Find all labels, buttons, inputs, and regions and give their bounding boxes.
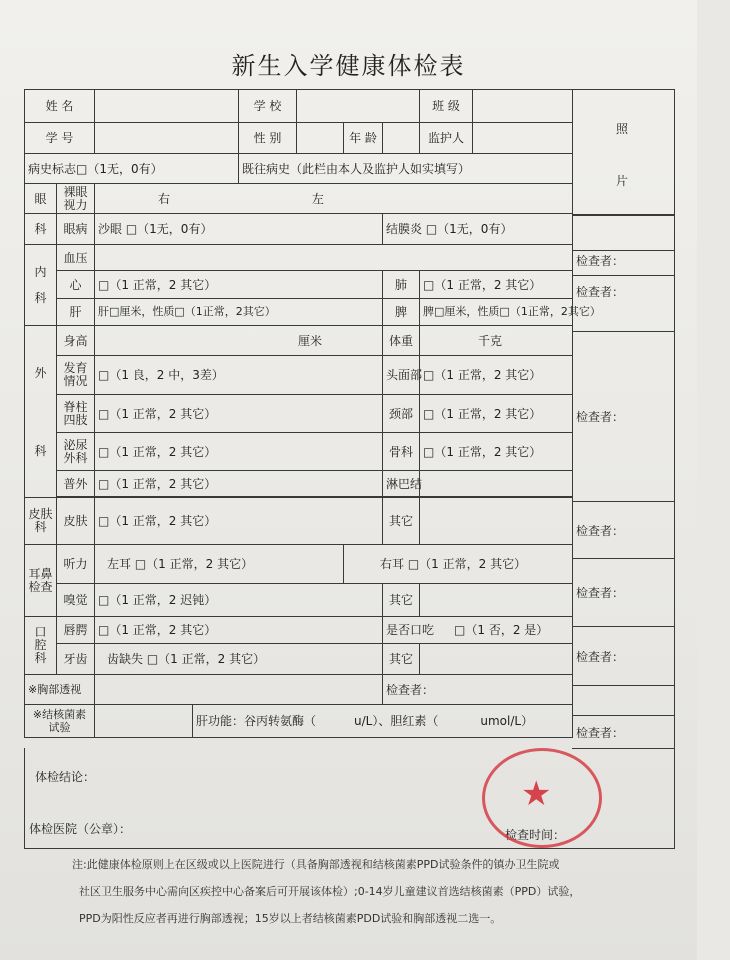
bone-option[interactable]: □（1 正常，2 其它） (420, 433, 573, 471)
note-line-3: PPD为阳性反应者再进行胸部透视；15岁以上者结核菌素PDD试验和胸部透视二选一。 (79, 912, 502, 925)
urology-option[interactable]: □（1 正常，2 其它） (95, 433, 383, 471)
teeth-option[interactable]: 齿缺失 □（1 正常，2 其它） (95, 644, 383, 675)
label-hospital: 体检医院（公章）： (29, 822, 132, 836)
label-bp: 血压 (57, 245, 95, 271)
age-field[interactable] (383, 123, 420, 154)
star-icon: ★ (521, 774, 552, 814)
label-lips: 唇腭 (57, 617, 95, 644)
label-lung: 肺 (383, 271, 420, 299)
label-gender: 性 别 (239, 123, 297, 154)
vision-left: 左 (311, 191, 324, 206)
name-field[interactable] (95, 90, 239, 123)
weight-field[interactable]: 千克 (420, 326, 573, 356)
vision-field[interactable] (95, 184, 573, 214)
label-vision: 裸眼视力 (57, 184, 95, 214)
label-general: 普外 (57, 471, 95, 497)
bp-field[interactable] (95, 245, 573, 271)
label-school: 学 校 (239, 90, 297, 123)
stutter-option[interactable]: 是否口吃 □（1 否，2 是） (383, 617, 573, 644)
ent-examiner: 检查者： (572, 558, 675, 627)
label-class: 班 级 (420, 90, 473, 123)
label-smell: 嗅觉 (57, 584, 95, 617)
label-head: 头面部 (383, 356, 420, 395)
photo-box: 照 片 (572, 89, 675, 215)
tb-field[interactable] (95, 705, 193, 738)
note-line-2: 社区卫生服务中心需向区疾控中心备案后可开展该体检）;0-14岁儿童建议首选结核菌素（PPD）试验， (79, 885, 581, 898)
skin-other-field[interactable] (420, 498, 573, 545)
label-age: 年 龄 (344, 123, 383, 154)
gender-field[interactable] (297, 123, 344, 154)
class-field[interactable] (473, 90, 573, 123)
label-conclusion: 体检结论： (35, 770, 96, 784)
conjunctivitis-option[interactable]: 结膜炎 □（1无，0有） (383, 214, 573, 245)
hospital-seal-stamp (482, 748, 602, 848)
student-id-field[interactable] (95, 123, 239, 154)
tb-examiner: 检查者： (572, 715, 675, 749)
label-development: 发育情况 (57, 356, 95, 395)
label-lymph: 淋巴结 (383, 471, 420, 497)
right-ear-option[interactable]: 右耳 □（1 正常，2 其它） (344, 545, 573, 584)
spleen-option[interactable]: 脾□厘米，性质□（1正常，2其它） (420, 299, 573, 326)
neck-option[interactable]: □（1 正常，2 其它） (420, 395, 573, 433)
label-exam-time: 检查时间： (505, 828, 566, 842)
label-guardian: 监护人 (420, 123, 473, 154)
xray-field[interactable] (95, 675, 383, 705)
dept-eye-1: 眼 (25, 184, 57, 214)
general-option[interactable]: □（1 正常，2 其它） (95, 471, 383, 497)
health-form-table (24, 89, 601, 738)
label-height: 身高 (57, 326, 95, 356)
smell-option[interactable]: □（1 正常，2 迟钝） (95, 584, 383, 617)
form-title: 新生入学健康体检表 (231, 52, 466, 80)
dept-ent: 耳鼻检查 (25, 545, 57, 617)
eye-examiner: 检查者： (572, 215, 675, 276)
label-weight: 体重 (383, 326, 420, 356)
history-desc: 既往病史（此栏由本人及监护人如实填写） (239, 154, 573, 184)
xray-examiner: 检查者： (383, 675, 573, 705)
label-teeth: 牙齿 (57, 644, 95, 675)
label-urology: 泌尿外科 (57, 433, 95, 471)
ent-other-field[interactable] (420, 584, 573, 617)
label-tb-test: ※结核菌素试验 (25, 705, 95, 738)
heart-option[interactable]: □（1 正常，2 其它） (95, 271, 383, 299)
dept-surgery: 外 科 (25, 326, 57, 498)
dept-internal: 内 科 (25, 245, 57, 326)
surgery-examiner: 检查者： (572, 331, 675, 502)
note-line-1: 注:此健康体检原则上在区级或以上医院进行（具备胸部透视和结核菌素PPD试验条件的镇办卫生院或 (72, 858, 560, 871)
liver-function[interactable]: 肝功能：谷丙转氨酶（ u/L）、胆红素（ umol/L） (193, 705, 573, 738)
label-ent-other: 其它 (383, 584, 420, 617)
internal-examiner: 检查者： (572, 250, 675, 332)
history-flag[interactable]: 病史标志□（1无，0有） (25, 154, 239, 184)
development-option[interactable]: □（1 良，2 中，3差） (95, 356, 383, 395)
oral-other-field[interactable] (420, 644, 573, 675)
label-spleen: 脾 (383, 299, 420, 326)
trachoma-option[interactable]: 沙眼 □（1无，0有） (95, 214, 383, 245)
dept-oral: 口 腔 科 (25, 617, 57, 675)
left-ear-option[interactable]: 左耳 □（1 正常，2 其它） (95, 545, 344, 584)
lung-option[interactable]: □（1 正常，2 其它） (420, 271, 573, 299)
label-name: 姓 名 (25, 90, 95, 123)
label-student-id: 学 号 (25, 123, 95, 154)
label-hearing: 听力 (57, 545, 95, 584)
label-bone: 骨科 (383, 433, 420, 471)
label-liver: 肝 (57, 299, 95, 326)
label-eye-disease: 眼病 (57, 214, 95, 245)
skin-examiner: 检查者： (572, 501, 675, 559)
oral-examiner: 检查者： (572, 626, 675, 686)
label-skin: 皮肤 (57, 498, 95, 545)
lymph-field[interactable] (420, 471, 573, 497)
label-spine: 脊柱四肢 (57, 395, 95, 433)
label-oral-other: 其它 (383, 644, 420, 675)
school-field[interactable] (297, 90, 420, 123)
label-neck: 颈部 (383, 395, 420, 433)
lips-option[interactable]: □（1 正常，2 其它） (95, 617, 383, 644)
xray-right (572, 685, 675, 716)
height-field[interactable]: 厘米 (95, 326, 383, 356)
guardian-field[interactable] (473, 123, 573, 154)
label-skin-other: 其它 (383, 498, 420, 545)
skin-option[interactable]: □（1 正常，2 其它） (95, 498, 383, 545)
liver-option[interactable]: 肝□厘米，性质□（1正常，2其它） (95, 299, 383, 326)
label-heart: 心 (57, 271, 95, 299)
spine-option[interactable]: □（1 正常，2 其它） (95, 395, 383, 433)
dept-skin: 皮肤科 (25, 498, 57, 545)
head-option[interactable]: □（1 正常，2 其它） (420, 356, 573, 395)
dept-eye-2: 科 (25, 214, 57, 245)
label-xray: ※胸部透视 (25, 675, 95, 705)
vision-right: 右 (158, 191, 171, 206)
